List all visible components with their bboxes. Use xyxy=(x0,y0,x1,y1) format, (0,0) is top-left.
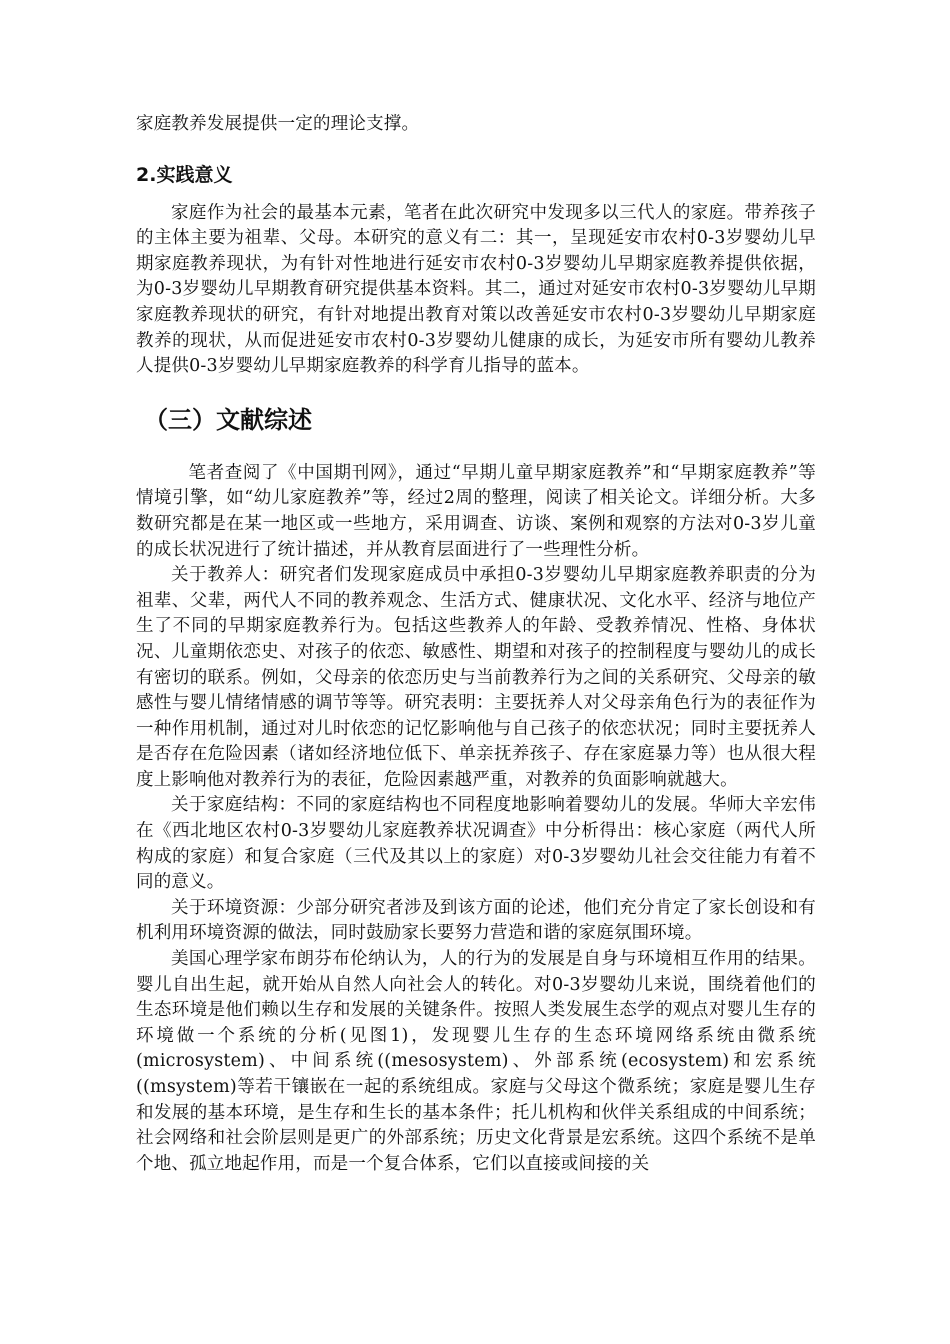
review-paragraph-environment: 关于环境资源：少部分研究者涉及到该方面的论述，他们充分肯定了家长创设和有机利用环境资源的做法，同时鼓励家长要努力营造和谐的家庭氛围环境。 xyxy=(136,897,816,944)
practical-significance-paragraph: 家庭作为社会的最基本元素，笔者在此次研究中发现多以三代人的家庭。带养孩子的主体主要为祖辈、父母。本研究的意义有二：其一，呈现延安市农村0-3岁婴幼儿早期家庭教养现状，为有针对性地进行延安市农村0-3岁婴幼儿早期家庭教养提供依据，为0-3岁婴幼儿早期教育研究提供基本资料。其二，通过对延安市农村0-3岁婴幼儿早期家庭教养现状的研究，有针对地提出教育对策以改善延安市农村0-3岁婴幼儿早期家庭教养的现状，从而促进延安市农村0-3岁婴幼儿健康的成长，为延安市所有婴幼儿教养人提供0-3岁婴幼儿早期家庭教养的科学育儿指导的蓝本。 xyxy=(136,202,816,377)
document-page xyxy=(136,112,816,1177)
intro-continuation-paragraph: 家庭教养发展提供一定的理论支撑。 xyxy=(136,114,420,134)
practical-significance-heading: 2.实践意义 xyxy=(136,163,233,186)
review-paragraph-family-structure: 关于家庭结构：不同的家庭结构也不同程度地影响着婴幼儿的发展。华师大辛宏伟在《西北地区农村0-3岁婴幼儿家庭教养状况调查》中分析得出：核心家庭（两代人所构成的家庭）和复合家庭（三代及其以上的家庭）对0-3岁婴幼儿社会交往能力有着不同的意义。 xyxy=(136,795,816,893)
review-paragraph-ecology: 美国心理学家布朗芬布伦纳认为，人的行为的发展是自身与环境相互作用的结果。婴儿自出生起，就开始从自然人向社会人的转化。对0-3岁婴幼儿来说，围绕着他们的生态环境是他们赖以生存和发展的关键条件。按照人类发展生态学的观点对婴儿生存的环境做一个系统的分析(见图1)，发现婴儿生存的生态环境网络系统由微系统(microsystem)、中间系统((mesosystem)、外部系统(ecosystem)和宏系统((msystem)等若干镶嵌在一起的系统组成。家庭与父母这个微系统；家庭是婴儿生存和发展的基本环境，是生存和生长的基本条件；托儿机构和伙伴关系组成的中间系统；社会网络和社会阶层则是更广的外部系统；历史文化背景是宏系统。这四个系统不是单个地、孤立地起作用，而是一个复合体系，它们以直接或间接的关 xyxy=(136,949,816,1174)
literature-review-heading: （三）文献综述 xyxy=(144,405,312,434)
review-paragraph-sources: 笔者查阅了《中国期刊网》，通过“早期儿童早期家庭教养”和“早期家庭教养”等情境引擎，如“幼儿家庭教养”等，经过2周的整理，阅读了相关论文。详细分析。大多数研究都是在某一地区或一些地方，采用调查、访谈、案例和观察的方法对0-3岁儿童的成长状况进行了统计描述，并从教育层面进行了一些理性分析。 xyxy=(136,462,816,560)
review-paragraph-caregivers: 关于教养人：研究者们发现家庭成员中承担0-3岁婴幼儿早期家庭教养职责的分为祖辈、父辈，两代人不同的教养观念、生活方式、健康状况、文化水平、经济与地位产生了不同的早期家庭教养行为。包括这些教养人的年龄、受教养情况、性格、身体状况、儿童期依恋史、对孩子的依恋、敏感性、期望和对孩子的控制程度与婴幼儿的成长有密切的联系。例如，父母亲的依恋历史与当前教养行为之间的关系研究、父母亲的敏感性与婴儿情绪情感的调节等等。研究表明：主要抚养人对父母亲角色行为的表征作为一种作用机制，通过对儿时依恋的记忆影响他与自己孩子的依恋状况；同时主要抚养人是否存在危险因素（诸如经济地位低下、单亲抚养孩子、存在家庭暴力等）也从很大程度上影响他对教养行为的表征，危险因素越严重，对教养的负面影响就越大。 xyxy=(136,565,816,790)
